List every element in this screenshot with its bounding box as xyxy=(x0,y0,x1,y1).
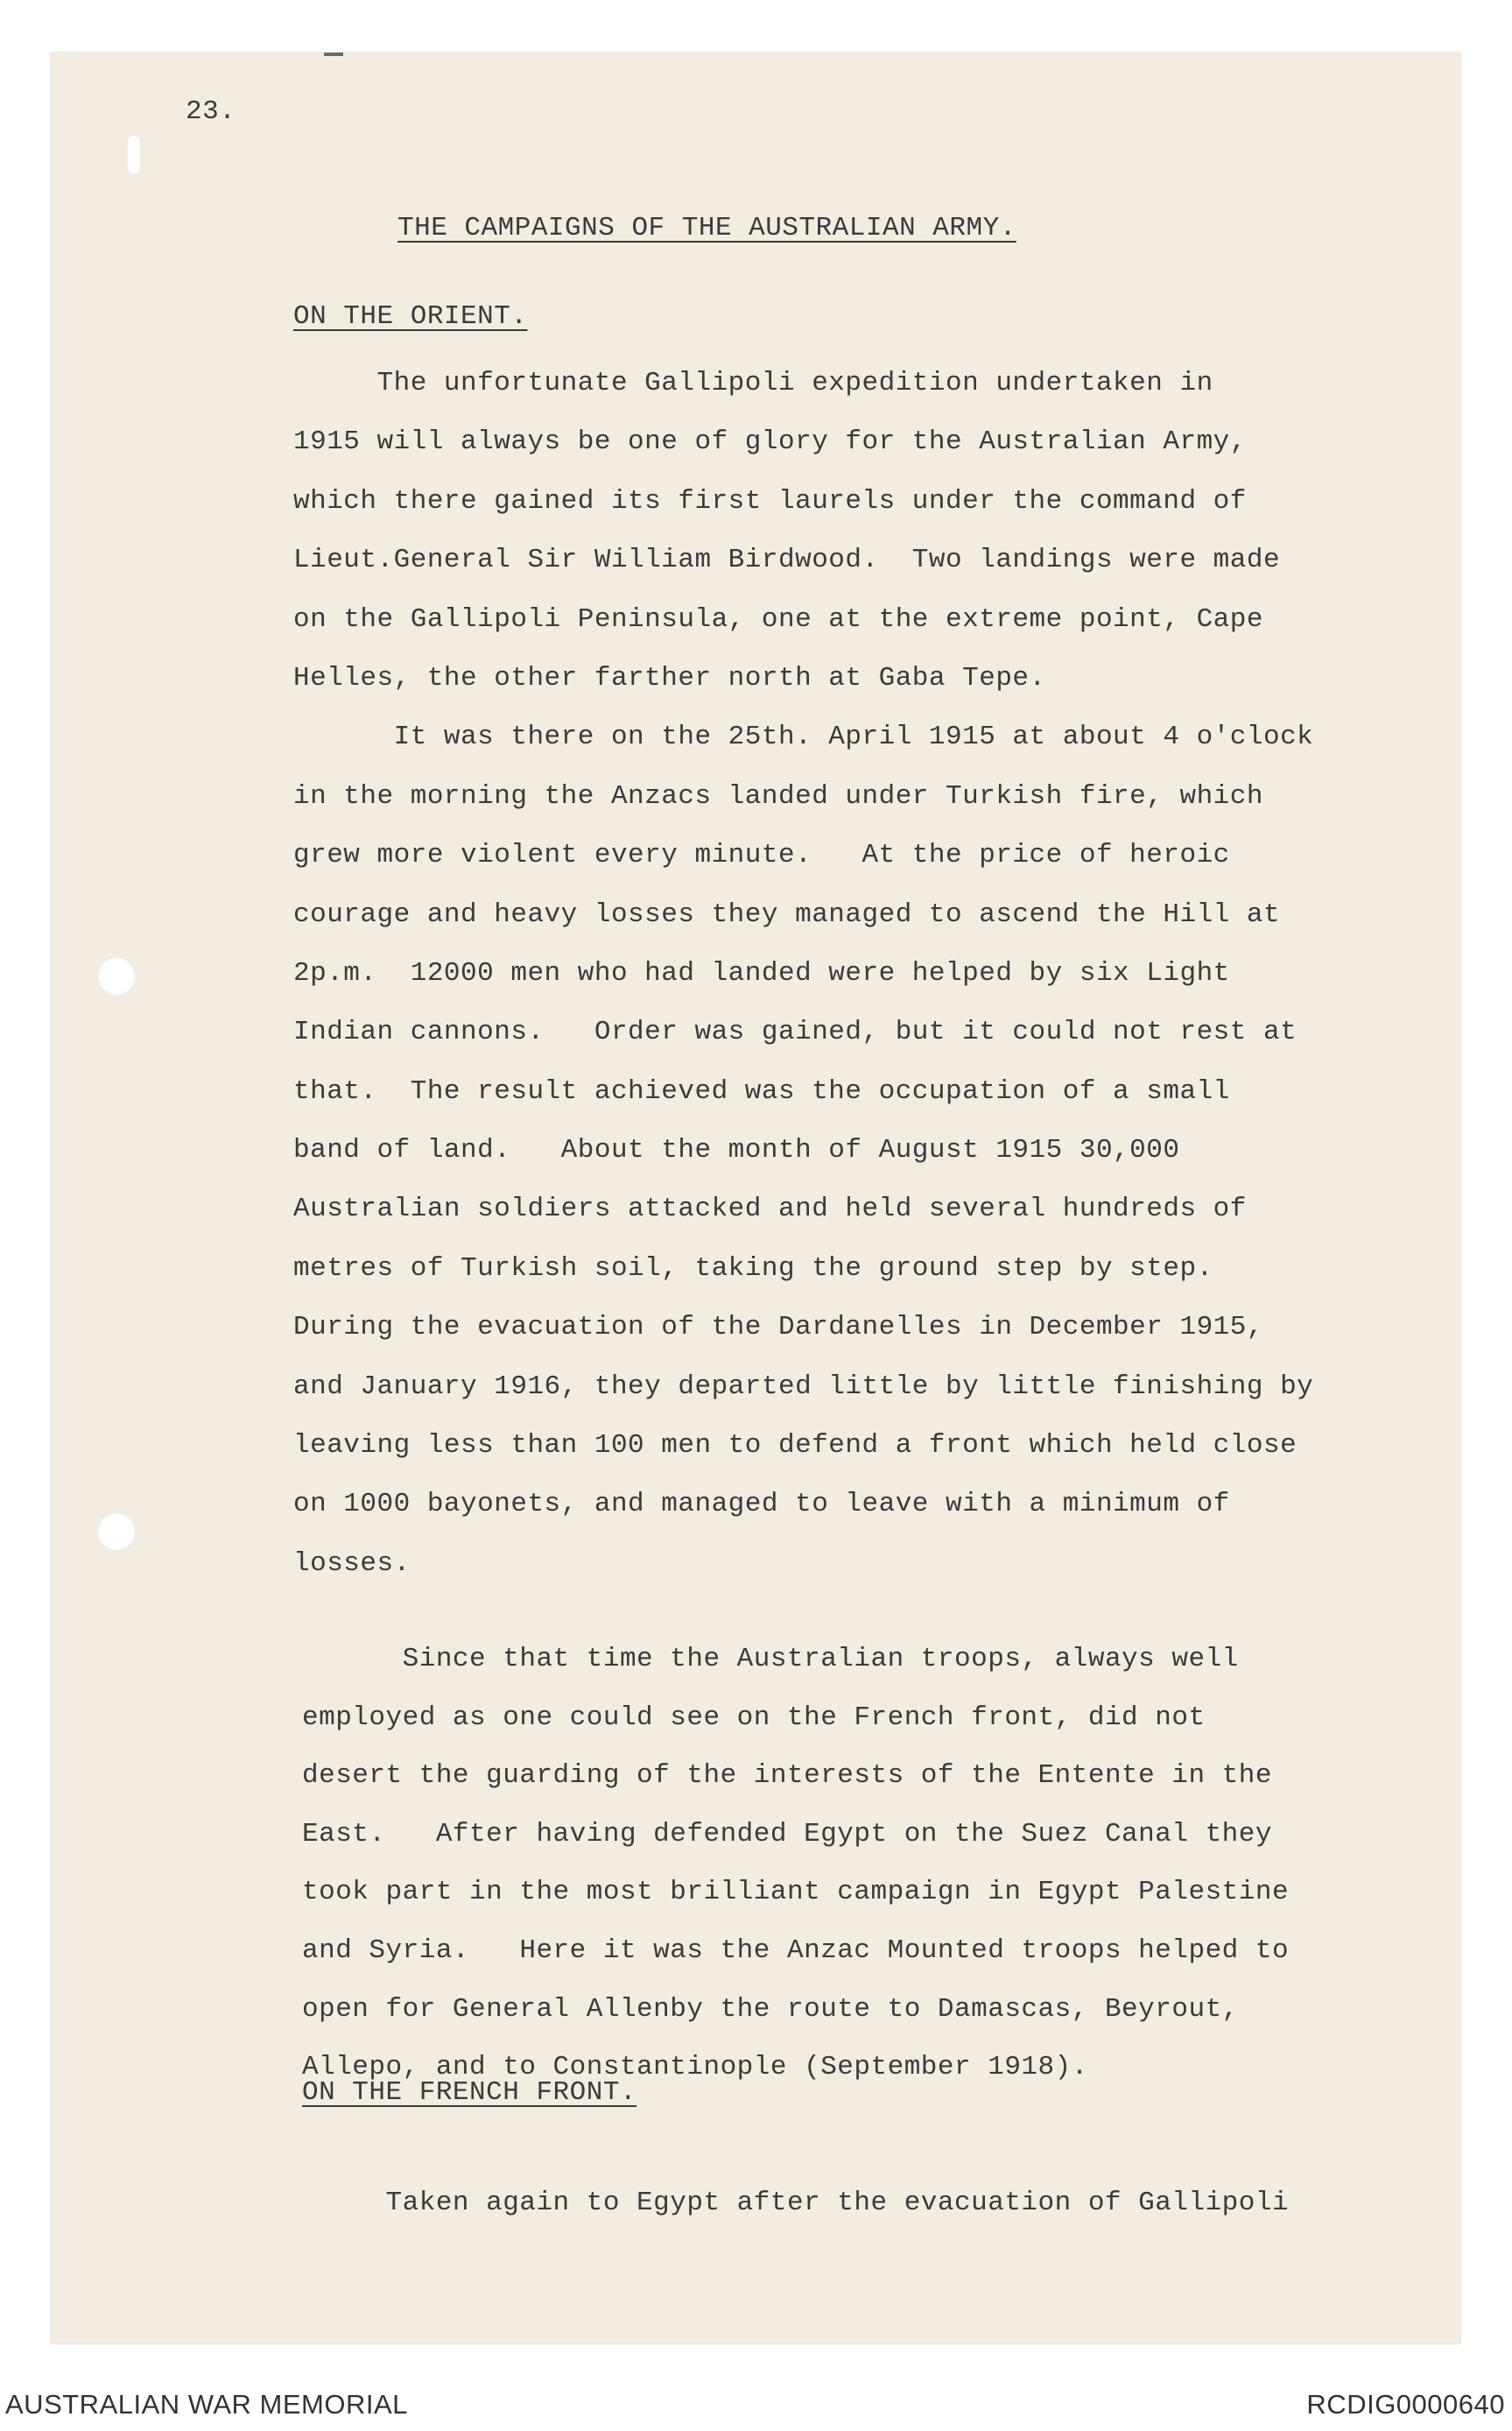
paper-damage-mark xyxy=(128,136,140,174)
text-line: open for General Allenby the route to Damascas, Beyrout, xyxy=(302,1993,1239,2025)
text-line: Indian cannons. Order was gained, but it could not rest at xyxy=(293,1017,1298,1048)
text-line: on 1000 bayonets, and managed to leave with a minimum of xyxy=(293,1489,1230,1520)
text-line: 2p.m. 12000 men who had landed were helped by six Light xyxy=(293,957,1230,989)
text-line: in the morning the Anzacs landed under Turkish fire, which xyxy=(293,780,1263,812)
text-line: Allepo, and to Constantinople (September 1918). xyxy=(302,2052,1088,2083)
section-heading-french-front: ON THE FRENCH FRONT. xyxy=(302,2077,637,2108)
section-heading-orient: ON THE ORIENT. xyxy=(293,301,528,332)
text-line: Taken again to Egypt after the evacuation of Gallipoli xyxy=(302,2188,1290,2218)
text-line: It was there on the 25th. April 1915 at about 4 o'clock xyxy=(293,722,1314,753)
text-line: During the evacuation of the Dardanelles in December 1915, xyxy=(293,1312,1263,1343)
section-french-front-body xyxy=(302,2177,1410,2230)
text-line: grew more violent every minute. At the price of heroic xyxy=(293,840,1230,871)
archive-credit: AUSTRALIAN WAR MEMORIAL xyxy=(5,2389,408,2420)
text-line: band of land. About the month of August 1915 30,000 xyxy=(293,1135,1180,1166)
text-line: Lieut.General Sir William Birdwood. Two landings were made xyxy=(293,545,1281,576)
punch-hole-icon xyxy=(97,957,136,996)
text-line: Australian soldiers attacked and held several hundreds of xyxy=(293,1194,1247,1225)
text-line: metres of Turkish soil, taking the ground step by step. xyxy=(293,1252,1213,1284)
text-line: that. The result achieved was the occupation of a small xyxy=(293,1075,1230,1107)
text-line: and January 1916, they departed little by little finishing by xyxy=(293,1371,1314,1402)
page-number: 23. xyxy=(186,96,236,127)
text-line: on the Gallipoli Peninsula, one at the extreme point, Cape xyxy=(293,603,1263,635)
staple-mark xyxy=(324,53,343,56)
text-line: which there gained its first laurels under the command of xyxy=(293,485,1247,517)
text-line: courage and heavy losses they managed to ascend the Hill at xyxy=(293,898,1281,930)
section-orient-continuation xyxy=(302,1631,1410,2097)
text-line: and Syria. Here it was the Anzac Mounted troops helped to xyxy=(302,1934,1290,1966)
section-orient-body xyxy=(293,354,1401,1593)
text-line: employed as one could see on the French front, did not xyxy=(302,1702,1206,1733)
text-line: took part in the most brilliant campaign in Egypt Palestine xyxy=(302,1877,1290,1908)
text-line: East. After having defended Egypt on the Suez Canal they xyxy=(302,1818,1272,1850)
archive-identifier: RCDIG0000640 xyxy=(1306,2389,1505,2420)
text-line: 1915 will always be one of glory for the Australian Army, xyxy=(293,426,1247,458)
punch-hole-icon xyxy=(97,1512,136,1551)
text-line: losses. xyxy=(293,1547,411,1579)
text-line: leaving less than 100 men to defend a front which held close xyxy=(293,1430,1298,1462)
text-line: Helles, the other farther north at Gaba Tepe. xyxy=(293,662,1046,694)
document-title: THE CAMPAIGNS OF THE AUSTRALIAN ARMY. xyxy=(397,213,1016,243)
text-line: desert the guarding of the interests of the Entente in the xyxy=(302,1760,1272,1792)
text-line: Since that time the Australian troops, always well xyxy=(302,1644,1239,1674)
text-line: The unfortunate Gallipoli expedition undertaken in xyxy=(293,368,1213,398)
